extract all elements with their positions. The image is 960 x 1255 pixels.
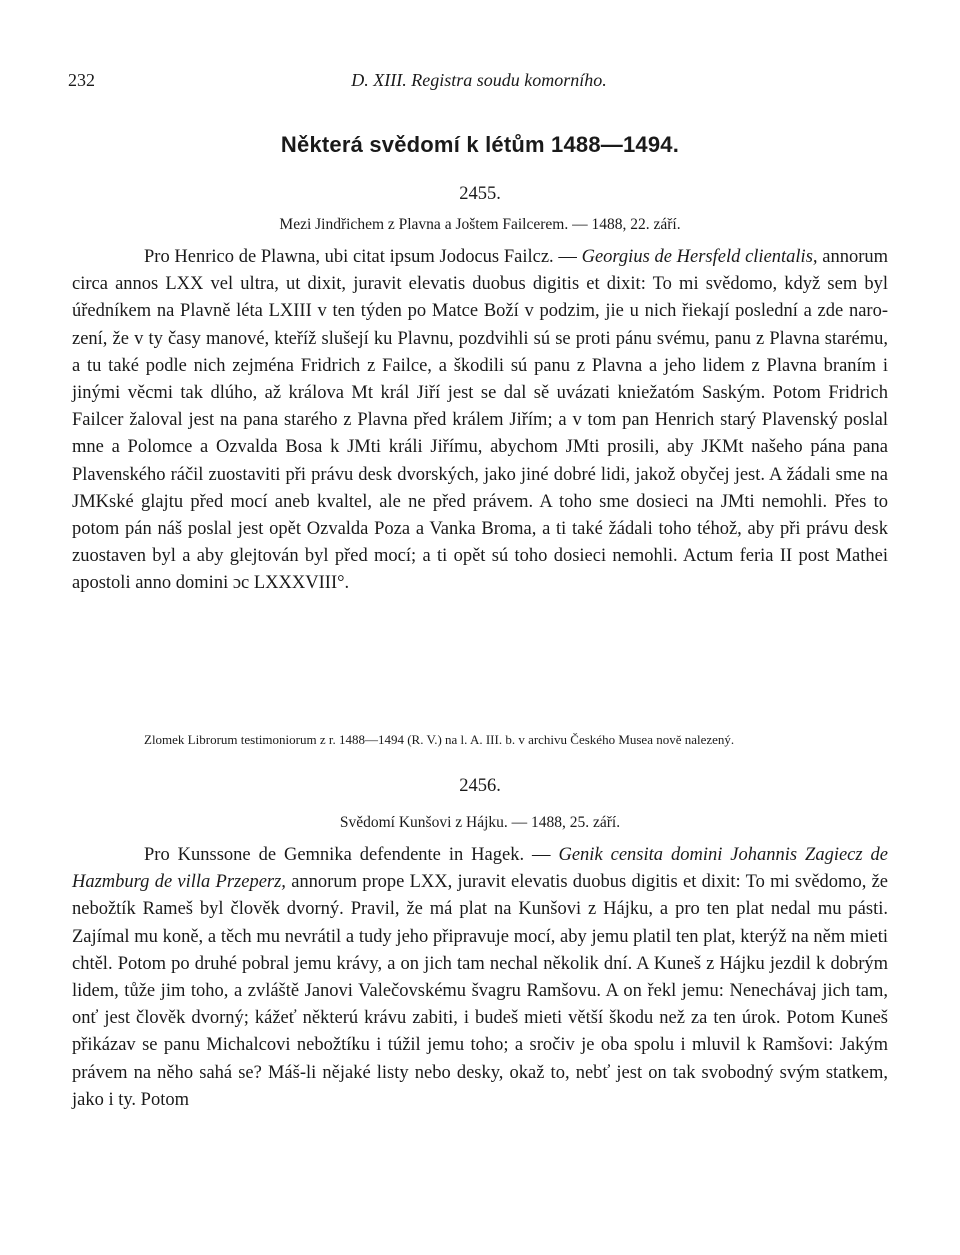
entry-body	[72, 244, 888, 598]
page-number: 232	[68, 70, 95, 90]
witness-name: Genik censita domini Johannis Zagiecz de Hazmburg de villa Przeperz,	[72, 845, 889, 893]
witness-name: Georgius de Hersfeld clientalis,	[581, 247, 818, 267]
entry-text-intro: Pro Henrico de Plawna, ubi citat ipsum Jodocus Failcz. —	[144, 247, 582, 267]
entry-text-intro: Pro Kunssone de Gemnika defendente in Hagek. —	[144, 845, 559, 865]
entry-paragraph	[72, 842, 888, 1114]
footnote-text: Zlomek Librorum testimoniorum z r. 1488—1494 (R. V.) na l. A. III. b. v archivu Českého Musea nově nalezený.	[144, 732, 735, 747]
entry-text-testimony: annorum prope LXX, juravit elevatis duobus digitis et dixit: To mi svědomo, že nebožtík Rameš byl člověk dvorný. Pravil, že má plat na Kunšovi z Hájku, a pro ten plat nedal mu pásti. Zajímal mu koně, a těch mu nevrátil a tudy jeho připravuje mocí, aby jemu platil ten plat, kterýž na něm mieti chtěl. Potom po druhé pobral jemu krávy, a on jich tam nechal několik dní. A Kuneš z Hájku jezdil k dobrým lidem, tůže jim toho, a zvláště Janovi Valečovskému švagru Ramšovu. A on řekl jemu: Nenechávaj jich tam, onť jest člověk dvorný; kážeť některú krávu zabiti, i budeš mieti větší škodu než za ten úrok. Potom Kuneš přikázav se panu Michalcovi nebožtíku i túžil jemu toho; a sročiv je oba spolu i mluvil k Ramšovi: Jakým právem na něho sahá se? Máš-li nějaké listy nebo desky, okaž to, nebť jest on tak svobodný svým statkem, jako i ty. Potom	[72, 872, 888, 1110]
running-header	[68, 70, 890, 94]
entry-heading: Mezi Jindřichem z Plavna a Joštem Failcerem. — 1488, 22. září.	[279, 216, 681, 233]
footnote	[72, 730, 888, 750]
running-title: D. XIII. Registra soudu komorního.	[351, 70, 607, 90]
entry-heading: Svědomí Kunšovi z Hájku. — 1488, 25. září.	[339, 814, 621, 831]
section-title: Některá svědomí k létům 1488—1494.	[280, 132, 680, 157]
entry-number: 2456.	[459, 776, 501, 796]
entry-number: 2455.	[459, 184, 501, 204]
entry-text-testimony: annorum circa annos LXX vel ultra, ut dixit, juravit elevatis duobus digitis et dixit: To mi svědomo, když sem byl úředníkem na Plavně léta LXIII v ten týden po Matce Boží v podzim, jie u nich řiekají poslední a zde narození, že v ty časy manové, kteříž slušejí ku Plavnu, pozdvihli sú se proti pánu svému, panu z Plavna starému, a tu také podle nich zejména Fridrich z Failce, a škodili sú panu z Plavna a jeho lidem z Plavna braním i jinými věcmi tak dlúho, až králova Mt král Jiří jest se dal sě uvázati kniežatóm Saským. Potom Fridrich Failcer žaloval jest na pana starého z Plavna před králem Jiřím; a v tom pan Henrich starý Plavenský poslal mne a Polomce a Ozvalda Bosa k JMti králi Jiřímu, abychom JMti prosili, aby JKMt našeho pána pana Plavenského ráčil zuostaviti při právu desk dvorských, jako jiné dobré lidi, jakož obyčej jest. A žádali sme na JMKské glajtu před mocí aneb kvaltel, ale ne před právem. A toho sme dosieci na JMti nemohli. Přes to potom pán náš poslal jest opět Ozvalda Poza a Vanka Broma, a ti také žádali toho téhož, aby při právu desk zuostaven byl a aby glejtován byl před mocí; a ti opět sú toho dosieci nemohli. Actum feria II post Mathei apostoli anno domini ɔc LXXXVIII°.	[72, 247, 889, 594]
entry-body	[72, 842, 888, 1114]
entry-paragraph	[72, 244, 888, 598]
